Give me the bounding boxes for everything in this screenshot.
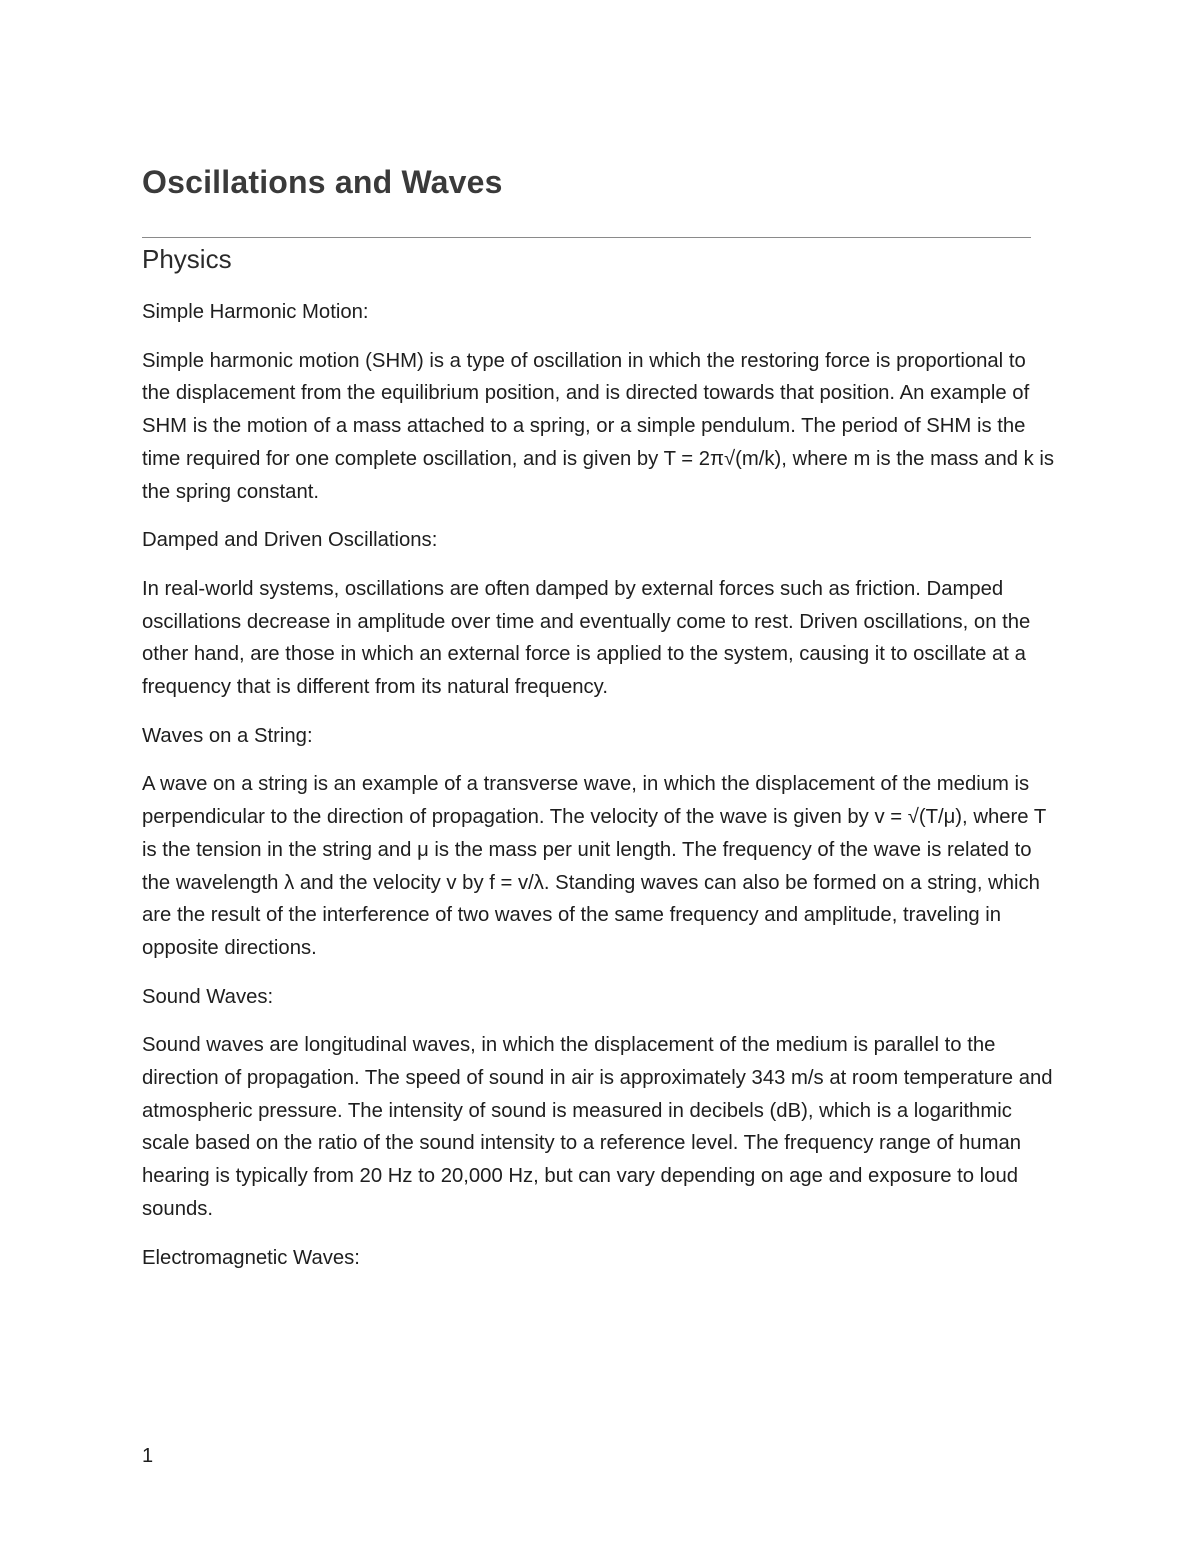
section-heading: Simple Harmonic Motion: <box>142 301 369 323</box>
section-paragraph: A wave on a string is an example of a transverse wave, in which the displacement of the medium is perpendicular to the direction of propagation. The velocity of the wave is given by v = √(T/μ), where T is the tension in the string and μ is the mass per unit length. The frequency of the wave is related to the wavelength λ and the velocity v by f = v/λ. Standing waves can also be formed on a string, which are the result of the interference of two waves of the same frequency and amplitude, traveling in opposite directions. <box>142 773 1046 959</box>
section-paragraph: Simple harmonic motion (SHM) is a type of oscillation in which the restoring force is proportional to the displacement from the equilibrium position, and is directed towards that position. An example of SHM is the motion of a mass attached to a spring, or a simple pendulum. The period of SHM is the time required for one complete oscillation, and is given by T = 2π√(m/k), where m is the mass and k is the spring constant. <box>142 349 1055 503</box>
section-heading: Damped and Driven Oscillations: <box>142 529 438 552</box>
section-heading: Sound Waves: <box>142 985 274 1008</box>
section-heading: Waves on a String: <box>142 724 313 747</box>
document-body <box>142 296 1057 1290</box>
document-subtitle: Physics <box>142 244 232 274</box>
section-damped-driven-oscillations <box>142 524 1057 704</box>
section-paragraph: Sound waves are longitudinal waves, in which the displacement of the medium is parallel to the direction of propagation. The speed of sound in air is approximately 343 m/s at room temperature and atmospheric pressure. The intensity of sound is measured in decibels (dB), which is a logarithmic scale based on the ratio of the sound intensity to a reference level. The frequency range of human hearing is typically from 20 Hz to 20,000 Hz, but can vary depending on age and exposure to loud sounds. <box>142 1034 1053 1220</box>
section-waves-on-a-string <box>142 720 1057 965</box>
section-heading: Electromagnetic Waves: <box>142 1246 360 1269</box>
title-divider <box>142 237 1031 238</box>
document-title: Oscillations and Waves <box>142 164 503 200</box>
page-number: 1 <box>142 1445 154 1467</box>
section-simple-harmonic-motion <box>142 296 1057 508</box>
section-electromagnetic-waves <box>142 1242 1057 1275</box>
section-paragraph: In real-world systems, oscillations are often damped by external forces such as friction. Damped oscillations decrease in amplitude over time and eventually come to rest. Driven oscillations, on the other hand, are those in which an external force is applied to the system, causing it to oscillate at a frequency that is different from its natural frequency. <box>142 577 1031 699</box>
section-sound-waves <box>142 981 1057 1226</box>
